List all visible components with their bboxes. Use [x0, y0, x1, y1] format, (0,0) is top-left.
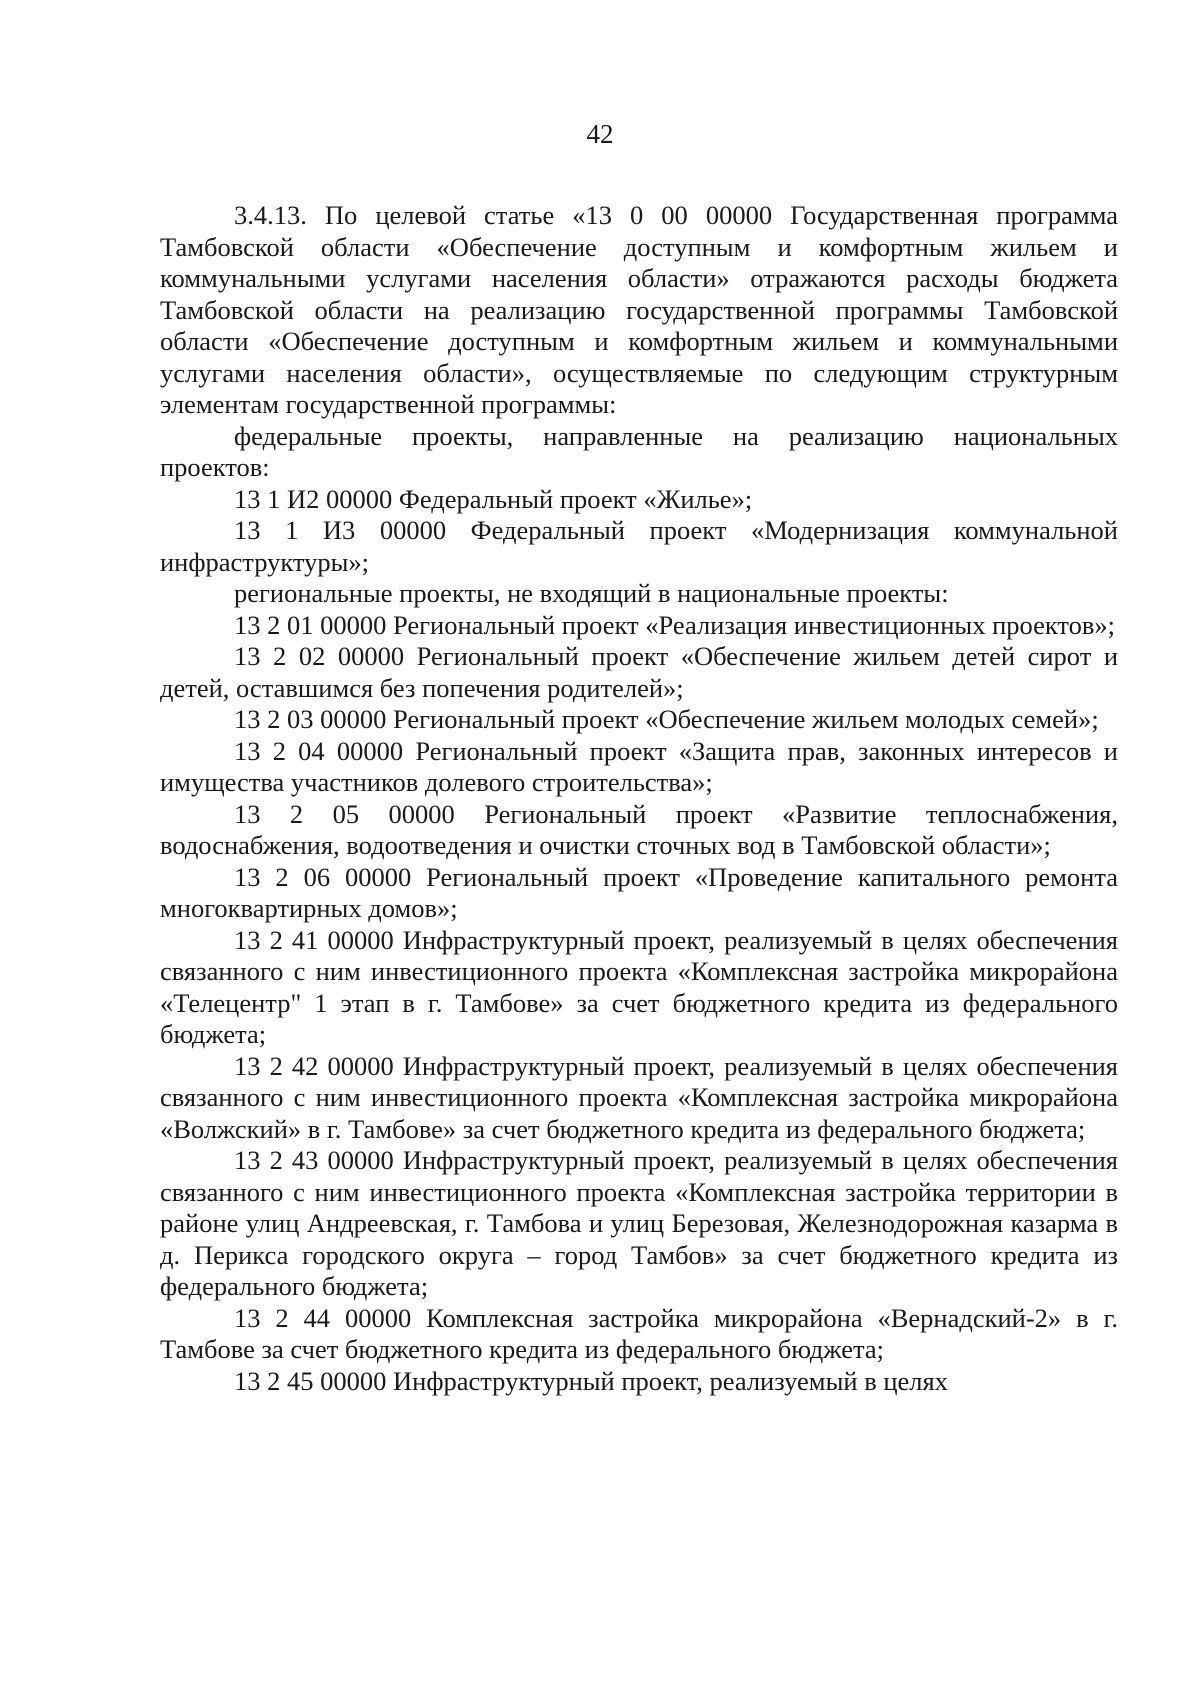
- paragraph-project-13-2-44: 13 2 44 00000 Комплексная застройка микрорайона «Вернадский-2» в г. Тамбове за счет бюджетного кредита из федерального бюджета;: [160, 1302, 1118, 1364]
- paragraph-regional-projects-heading: региональные проекты, не входящий в национальные проекты:: [234, 578, 949, 608]
- page-number: 42: [586, 119, 614, 149]
- paragraph-project-13-2-01: 13 2 01 00000 Региональный проект «Реализация инвестиционных проектов»;: [234, 609, 1115, 640]
- paragraph-project-13-1-i2: 13 1 И2 00000 Федеральный проект «Жилье»;: [234, 483, 753, 514]
- paragraph-project-13-2-43: 13 2 43 00000 Инфраструктурный проект, реализуемый в целях обеспечения связанного с ним инвестиционного проекта «Комплексная застройка территории в районе улиц Андреевская, г. Тамбова и улиц Березовая, Железнодорожная казарма в д. Перикса городского округа – город Тамбов» за счет бюджетного кредита из федерального бюджета;: [160, 1145, 1118, 1301]
- paragraph-project-13-2-05: 13 2 05 00000 Региональный проект «Развитие теплоснабжения, водоснабжения, водоотведения и очистки сточных вод в Тамбовской области»;: [160, 798, 1118, 860]
- paragraph-project-13-2-06: 13 2 06 00000 Региональный проект «Проведение капитального ремонта многоквартирных домов»;: [160, 861, 1118, 923]
- paragraph-project-13-2-02: 13 2 02 00000 Региональный проект «Обеспечение жильем детей сирот и детей, оставшимся без попечения родителей»;: [160, 641, 1118, 703]
- paragraph-project-13-2-45: 13 2 45 00000 Инфраструктурный проект, реализуемый в целях: [234, 1365, 948, 1396]
- document-body: [160, 200, 1118, 1397]
- paragraph-federal-projects-heading: федеральные проекты, направленные на реализацию национальных проектов:: [160, 420, 1118, 482]
- paragraph-project-13-2-42: 13 2 42 00000 Инфраструктурный проект, реализуемый в целях обеспечения связанного с ним инвестиционного проекта «Комплексная застройка микрорайона «Волжский» в г. Тамбове» за счет бюджетного кредита из федерального бюджета;: [160, 1050, 1118, 1144]
- paragraph-project-13-1-i3: 13 1 И3 00000 Федеральный проект «Модернизация коммунальной инфраструктуры»;: [160, 515, 1118, 577]
- paragraph-project-13-2-41: 13 2 41 00000 Инфраструктурный проект, реализуемый в целях обеспечения связанного с ним инвестиционного проекта «Комплексная застройка микрорайона «Телецентр" 1 этап в г. Тамбове» за счет бюджетного кредита из федерального бюджета;: [160, 924, 1118, 1049]
- paragraph-project-13-2-04: 13 2 04 00000 Региональный проект «Защита прав, законных интересов и имущества участников долевого строительства»;: [160, 735, 1118, 797]
- paragraph-intro: 3.4.13. По целевой статье «13 0 00 00000 Государственная программа Тамбовской области «Обеспечение доступным и комфортным жильем и коммунальными услугами населения области» отражаются расходы бюджета Тамбовской области на реализацию государственной программы Тамбовской области «Обеспечение доступным и комфортным жильем и коммунальными услугами населения области», осуществляемые по следующим структурным элементам государственной программы:: [160, 200, 1118, 419]
- paragraph-project-13-2-03: 13 2 03 00000 Региональный проект «Обеспечение жильем молодых семей»;: [234, 704, 1099, 734]
